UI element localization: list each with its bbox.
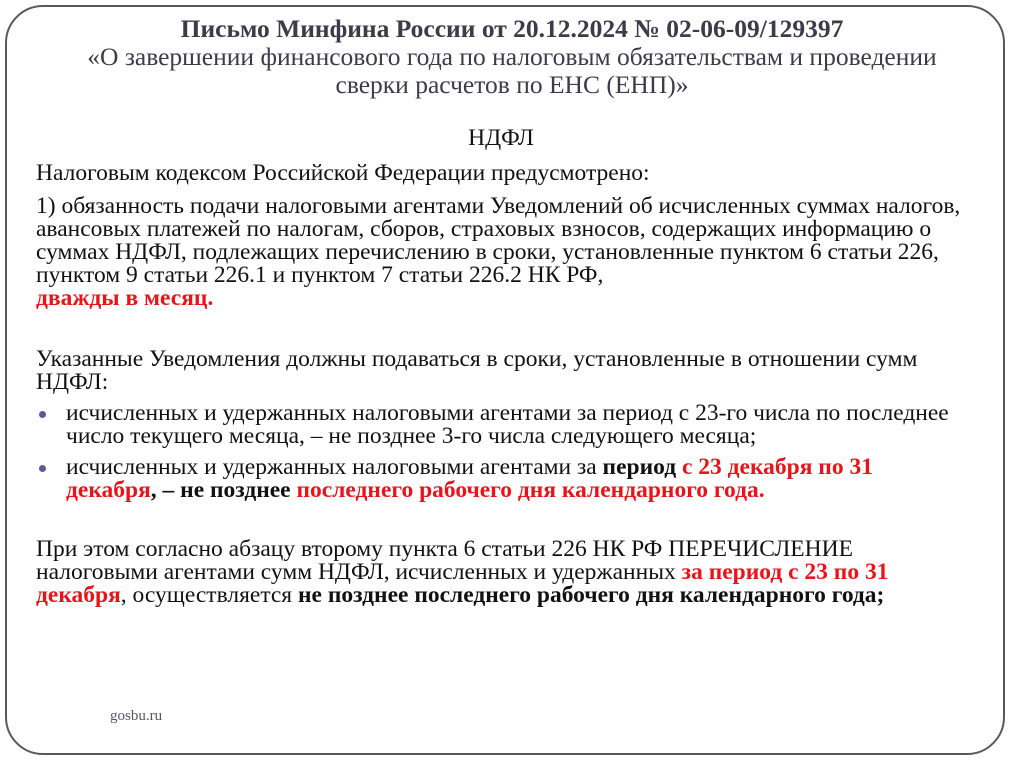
transfer-prefix: При этом согласно абзацу второму пункта 6 статьи 226 НК РФ ПЕРЕЧИСЛЕНИЕ налоговыми агентами сумм НДФЛ, исчисленных и удержанных bbox=[36, 536, 853, 585]
bullet-2-bold-period: период bbox=[602, 454, 682, 480]
title-letter-subject-line2: сверки расчетов по ЕНС (ЕНП)» bbox=[335, 70, 689, 99]
title-letter-reference: Письмо Минфина России от 20.12.2024 № 02-06-09/129397 bbox=[180, 14, 844, 43]
list-item bbox=[36, 456, 966, 502]
bullet-2-prefix: исчисленных и удержанных налоговыми агентами за bbox=[66, 454, 603, 480]
bullet-icon bbox=[39, 411, 46, 418]
bullet-icon bbox=[39, 465, 46, 472]
point-1-text: 1) обязанность подачи налоговыми агентами Уведомлений об исчисленных суммах налогов, авансовых платежей по налогам, сборов, страховых взносов, содержащих информацию о суммах НДФЛ, подлежащих перечислению в сроки, установленные пунктом 6 статьи 226, пунктом 9 статьи 226.1 и пунктом 7 статьи 226.2 НК РФ, bbox=[36, 193, 961, 288]
point-1-paragraph bbox=[36, 195, 966, 310]
transfer-middle: , осуществляется bbox=[120, 582, 298, 608]
transfer-paragraph bbox=[36, 538, 966, 607]
transfer-bold-deadline: не позднее последнего рабочего дня календарного года; bbox=[298, 582, 885, 608]
footer-source: gosbu.ru bbox=[110, 708, 163, 724]
slide-body bbox=[36, 126, 966, 607]
transfer-red-period: за период с 23 по 31 декабря bbox=[36, 559, 889, 608]
section-heading: НДФЛ bbox=[468, 125, 534, 151]
deadlines-intro: Указанные Уведомления должны подаваться в сроки, установленные в отношении сумм НДФЛ: bbox=[36, 346, 918, 395]
point-1-emphasis: дважды в месяц. bbox=[36, 285, 214, 311]
list-item bbox=[36, 402, 966, 448]
bullet-1-text: исчисленных и удержанных налоговыми агентами за период с 23-го числа по последнее число текущего месяца, – не позднее 3-го числа следующего месяца; bbox=[66, 400, 949, 449]
bullet-2-bold-deadline: , – не позднее bbox=[150, 477, 297, 503]
title-letter-subject-line1: «О завершении финансового года по налоговым обязательствам и проведении bbox=[87, 42, 937, 71]
bullet-2-red-deadline: последнего рабочего дня календарного года. bbox=[296, 477, 765, 503]
deadline-list bbox=[36, 402, 966, 502]
bullet-2-red-dates: с 23 декабря по 31 декабря bbox=[66, 454, 873, 503]
intro-paragraph: Налоговым кодексом Российской Федерации предусмотрено: bbox=[36, 160, 650, 186]
slide-title bbox=[30, 15, 994, 99]
